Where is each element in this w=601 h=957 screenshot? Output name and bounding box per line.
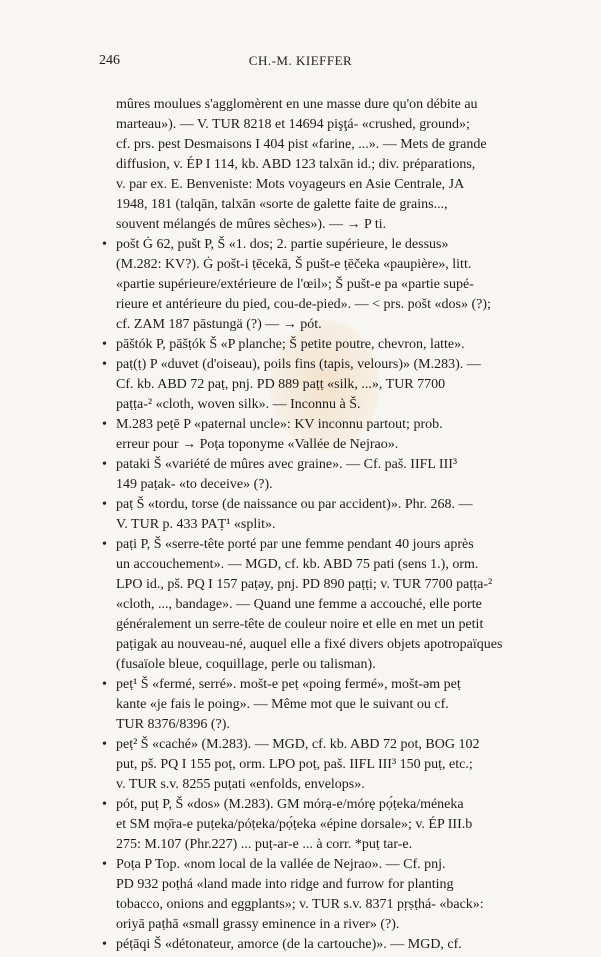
- dictionary-entry: [102, 235, 564, 335]
- dictionary-entry: [102, 795, 564, 855]
- text-line: pót, puṭ P, Š «dos» (M.283). GM mórạ-e/mórẹ pọ́ṭeka/méneka: [116, 797, 464, 812]
- running-head: CH.-M. KIEFFER: [248, 53, 353, 68]
- dictionary-entry: [102, 675, 564, 735]
- bullet-icon: •: [102, 237, 107, 252]
- text-line: diffusion, v. ÉP I 114, kb. ABD 123 talxān id.; div. préparations,: [116, 157, 476, 172]
- text-line: pataki Š «variété de mûres avec graine». — Cf. paš. IIFL III³: [116, 457, 458, 472]
- text-line: généralement un serre-tête de couleur noire et elle en met un petit: [116, 617, 484, 632]
- text-line: 275: M.107 (Phr.227) ... puṭ-ar-e ... à corr. *puṭ tar-e.: [116, 837, 413, 852]
- text-line: (fusaïole bleue, coquillage, perle ou talisman).: [116, 657, 376, 672]
- page-number: 246: [99, 53, 120, 68]
- text-line: v. par ex. E. Benveniste: Mots voyageurs en Asie Centrale, JA: [116, 177, 465, 192]
- dictionary-entry: [102, 415, 564, 455]
- bullet-icon: •: [102, 737, 107, 752]
- text-line: TUR 8376/8396 (?).: [116, 717, 230, 732]
- text-line: et SM mọ̄ra-e puṭeka/póṭeka/pọ́ṭeka «épine dorsale»; v. ÉP III.b: [116, 817, 473, 832]
- bullet-icon: •: [102, 797, 107, 812]
- text-line: mûres moulues s'agglomèrent en une masse dure qu'on débite au: [116, 97, 478, 112]
- text-line: un accouchement». — MGD, cf. kb. ABD 75 pati (sens 1.), orm.: [116, 557, 479, 572]
- dictionary-body: [102, 95, 564, 955]
- text-line: paṭ(ṭ) P «duvet (d'oiseau), poils fins (tapis, velours)» (M.283). —: [116, 357, 481, 372]
- text-line: rieure et antérieure du pied, cou-de-pied». — < prs. pošt «dos» (?);: [116, 297, 491, 312]
- text-line: LPO id., pš. PQ I 157 paṭəy, pnj. PD 890 paṭṭi; v. TUR 7700 paṭṭa-²: [116, 577, 493, 592]
- text-line: 1948, 181 (talqān, talxān «sorte de galette faite de grains...,: [116, 197, 448, 212]
- dictionary-entry: [102, 855, 564, 935]
- text-line: put, pš. PQ I 155 poṭ, orm. LPO poṭ, paš. IIFL III³ 150 puṭ, etc.;: [116, 757, 473, 772]
- text-line: paṭi P, Š «serre-tête porté par une femme pendant 40 jours après: [116, 537, 474, 552]
- entries-list: [102, 235, 564, 955]
- text-line: «partie supérieure/extérieure de l'œil»; Š pušt-e pa «partie supé-: [116, 277, 474, 292]
- text-line: 149 paṭak- «to deceive» (?).: [116, 477, 273, 492]
- text-line: cf. ZAM 187 pāstungä (?) — → pót.: [116, 317, 322, 332]
- text-line: péṭāqi Š «détonateur, amorce (de la cartouche)». — MGD, cf.: [116, 937, 462, 952]
- text-line: paṭṭa-² «cloth, woven silk». — Inconnu à Š.: [116, 397, 361, 412]
- dictionary-entry: [102, 455, 564, 495]
- text-line: Poṭa P Top. «nom local de la vallée de Nejrao». — Cf. pnj.: [116, 857, 446, 872]
- bullet-icon: •: [102, 937, 107, 952]
- dictionary-entry: [102, 495, 564, 535]
- text-line: pāštók P, pāšṭók Š «P planche; Š petite poutre, chevron, latte».: [116, 337, 465, 352]
- dictionary-entry: [102, 935, 564, 955]
- text-line: V. TUR p. 433 PAṬ¹ «split».: [116, 517, 276, 532]
- dictionary-entry: [102, 535, 564, 675]
- text-line: tobacco, onions and eggplants»; v. TUR s.v. 8371 pṛṣṭhá- «back»:: [116, 897, 484, 912]
- bullet-icon: •: [102, 457, 107, 472]
- bullet-icon: •: [102, 417, 107, 432]
- text-line: oriyā paṭhā «small grassy eminence in a river» (?).: [116, 917, 400, 932]
- text-line: «cloth, ..., bandage». — Quand une femme a accouché, elle porte: [116, 597, 482, 612]
- text-line: peṭ² Š «caché» (M.283). — MGD, cf. kb. ABD 72 pot, BOG 102: [116, 737, 480, 752]
- text-line: cf. prs. pest Desmaisons I 404 pist «farine, ...». — Mets de grande: [116, 137, 487, 152]
- intro-paragraph: [116, 95, 564, 235]
- text-line: paṭigak au nouveau-né, auquel elle a fixé divers objets apotropaïques: [116, 637, 503, 652]
- bullet-icon: •: [102, 537, 107, 552]
- text-line: souvent mélangés de mûres sèches»). — → P ti.: [116, 217, 387, 232]
- dictionary-entry: [102, 735, 564, 795]
- text-line: (M.282: KV?). Ġ pošt-i ṭēcekā, Š pušt-e ṭēčeka «paupière», litt.: [116, 257, 472, 272]
- dictionary-entry: [102, 335, 564, 355]
- text-line: marteau»). — V. TUR 8218 et 14694 pişţá- «crushed, ground»;: [116, 117, 470, 132]
- text-line: M.283 peṭē P «paternal uncle»: KV inconnu partout; prob.: [116, 417, 443, 432]
- text-line: kante «je fais le poing». — Même mot que le suivant ou cf.: [116, 697, 449, 712]
- dictionary-entry: [102, 355, 564, 415]
- bullet-icon: •: [102, 857, 107, 872]
- bullet-icon: •: [102, 677, 107, 692]
- text-line: PD 932 poṭhá «land made into ridge and furrow for planting: [116, 877, 454, 892]
- page-header: [0, 53, 601, 75]
- text-line: Cf. kb. ABD 72 paṭ, pnj. PD 889 paṭṭ «silk, ...», TUR 7700: [116, 377, 446, 392]
- text-line: v. TUR s.v. 8255 puṭati «enfolds, envelops».: [116, 777, 365, 792]
- text-line: paṭ Š «tordu, torse (de naissance ou par accident)». Phr. 268. —: [116, 497, 473, 512]
- text-line: erreur pour → Poṭa toponyme «Vallée de Nejrao».: [116, 437, 399, 452]
- bullet-icon: •: [102, 357, 107, 372]
- bullet-icon: •: [102, 497, 107, 512]
- text-line: pošt Ġ 62, pušt P, Š «1. dos; 2. partie supérieure, le dessus»: [116, 237, 449, 252]
- text-line: peṭ¹ Š «fermé, serré». mošt-e peṭ «poing fermé», mošt-əm peṭ: [116, 677, 461, 692]
- bullet-icon: •: [102, 337, 107, 352]
